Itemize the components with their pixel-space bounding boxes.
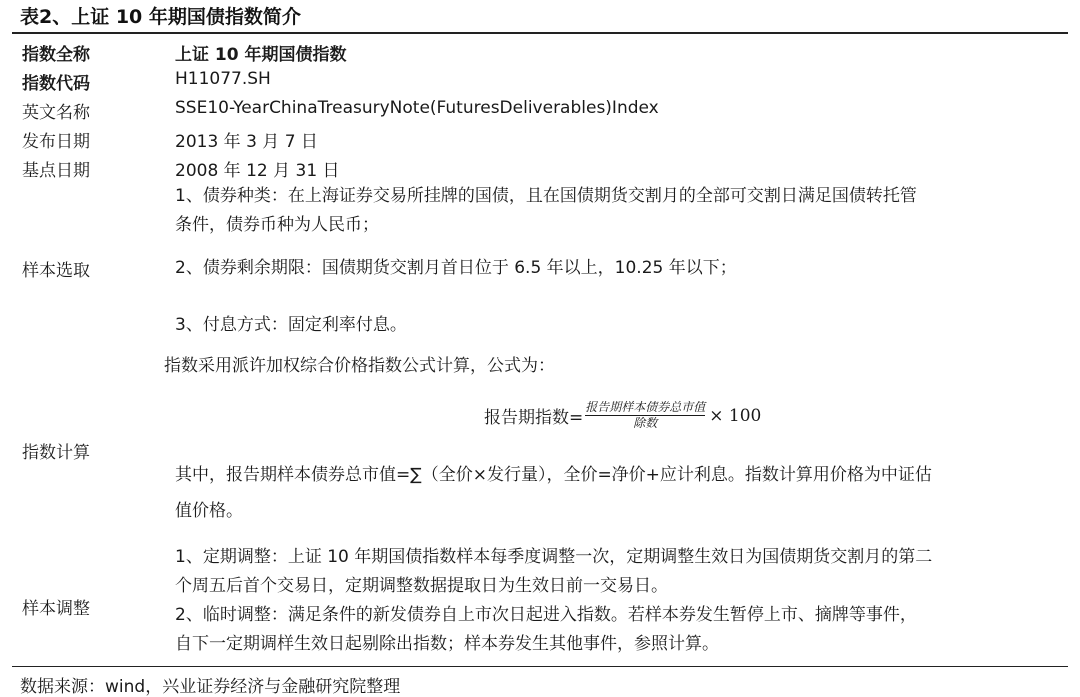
sample-selection-item1-line2: 条件，债券币种为人民币； [175,215,379,235]
sample-adjust-line1: 1、定期调整：上证 10 年期国债指数样本每季度调整一次，定期调整生效日为国债期货交割月的第二 [175,547,933,567]
data-source-note: 数据来源：wind，兴业证券经济与金融研究院整理 [20,677,401,697]
code-value: H11077.SH [175,69,271,89]
release-date-value: 2013 年 3 月 7 日 [175,132,318,152]
index-calc-note-line2: 值价格。 [175,501,243,521]
index-calc-note-line1: 其中，报告期样本债券总市值=∑（全价×发行量），全价=净价+应计利息。指数计算用价格为中证估 [175,465,932,485]
base-date-value: 2008 年 12 月 31 日 [175,161,340,181]
sample-adjust-label: 样本调整 [22,599,90,619]
sample-selection-item1-line1: 1、债券种类：在上海证券交易所挂牌的国债，且在国债期货交割月的全部可交割日满足国债转托管 [175,186,917,206]
sample-selection-item2: 2、债券剩余期限：国债期货交割月首日位于 6.5 年以上，10.25 年以下； [175,258,737,278]
formula-denominator: 除数 [633,416,658,430]
formula-lhs: 报告期指数= [484,408,584,428]
english-name-value: SSE10-YearChinaTreasuryNote(FuturesDeliverables)Index [175,98,659,118]
bottom-rule [12,666,1068,667]
sample-adjust-line4: 自下一定期调样生效日起剔除出指数；样本券发生其他事件，参照计算。 [175,634,719,654]
index-calc-label: 指数计算 [22,443,90,463]
full-name-label: 指数全称 [22,45,90,65]
release-date-label: 发布日期 [22,132,90,152]
table-title: 表2、上证 10 年期国债指数简介 [20,6,301,28]
sample-adjust-line2: 个周五后首个交易日，定期调整数据提取日为生效日前一交易日。 [175,576,668,596]
index-formula [484,400,761,431]
formula-factor: × 100 [709,405,762,426]
english-name-label: 英文名称 [22,103,90,123]
formula-numerator: 报告期样本债券总市值 [585,400,706,414]
sample-adjust-line3: 2、临时调整：满足条件的新发债券自上市次日起进入指数。若样本券发生暂停上市、摘牌等事件， [175,605,917,625]
full-name-value: 上证 10 年期国债指数 [175,45,347,65]
formula-fraction [585,400,705,431]
sample-selection-label: 样本选取 [22,261,90,281]
index-calc-intro: 指数采用派许加权综合价格指数公式计算，公式为： [164,356,555,376]
top-rule [12,32,1068,34]
base-date-label: 基点日期 [22,161,90,181]
sample-selection-item3: 3、付息方式：固定利率付息。 [175,315,407,335]
code-label: 指数代码 [22,74,90,94]
